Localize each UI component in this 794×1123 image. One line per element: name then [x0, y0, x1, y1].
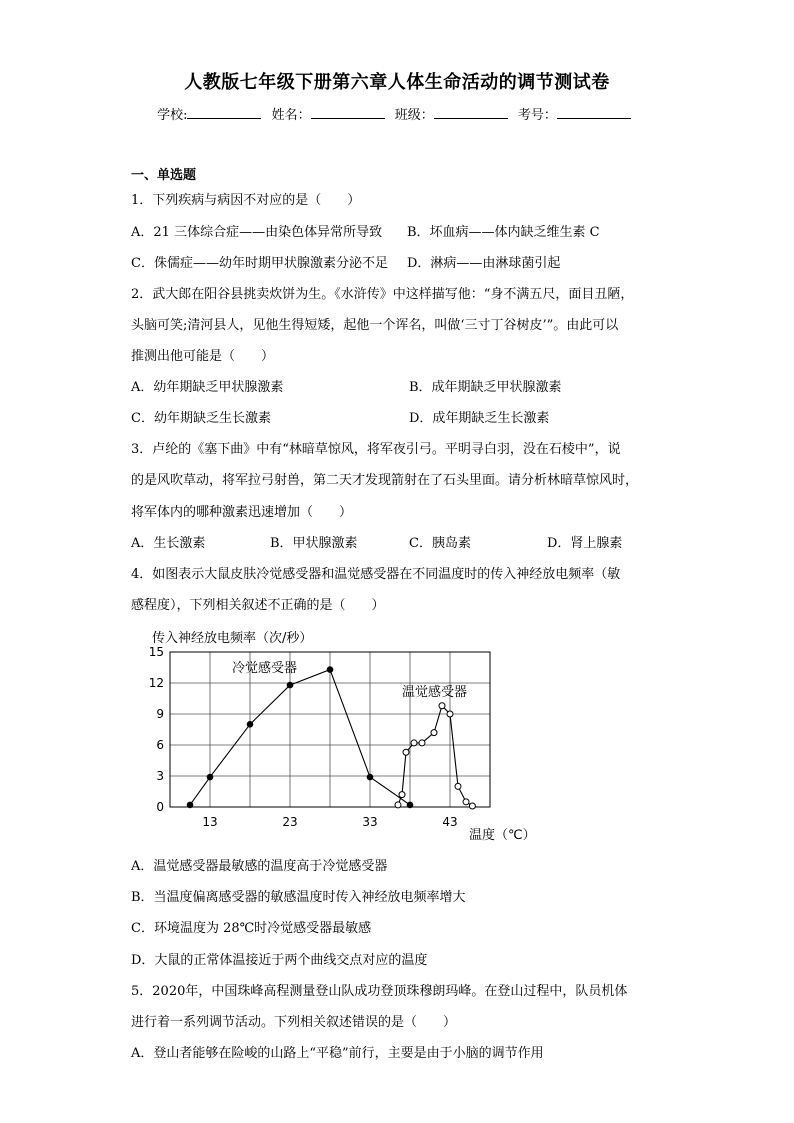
y-tick-label: 9: [156, 707, 164, 721]
warm-receptor-point: [431, 730, 437, 736]
chart-y-ticks: [149, 645, 164, 814]
q4-option-a: A．温觉感受器最敏感的温度高于冷觉感受器: [131, 859, 388, 874]
q1-option-c: C．侏儒症——幼年时期甲状腺激素分泌不足: [131, 256, 388, 271]
warm-receptor-point: [419, 740, 425, 746]
chart-x-axis-label: 温度（℃）: [469, 828, 536, 843]
section-heading: 一、单选题: [131, 168, 197, 183]
q2-line-3: 推测出他可能是（ ）: [131, 349, 275, 364]
q4-line-1: 4．如图表示大鼠皮肤冷觉感受器和温觉感受器在不同温度时的传入神经放电频率（敏: [131, 567, 621, 582]
q1-option-a: A．21 三体综合症——由染色体异常所导致: [131, 225, 383, 240]
q4-option-d: D．大鼠的正常体温接近于两个曲线交点对应的温度: [131, 953, 428, 968]
chart-x-ticks: [202, 815, 457, 829]
cold-receptor-point: [327, 666, 334, 673]
q5-option-a: A．登山者能够在险峻的山路上“平稳”前行，主要是由于小脑的调节作用: [131, 1046, 544, 1061]
q2-line-2: 头脑可笑;清河县人，见他生得短矮，起他一个诨名，叫做‘三寸丁谷树皮’”。由此可以: [131, 318, 619, 333]
warm-receptor-point: [399, 792, 405, 798]
x-tick-label: 43: [442, 815, 458, 829]
school-label: 学校:: [157, 108, 188, 123]
class-label: 班级：: [394, 108, 434, 123]
q3-option-c: C．胰岛素: [409, 536, 471, 551]
paper-title: 人教版七年级下册第六章人体生命活动的调节测试卷: [184, 72, 610, 93]
warm-receptor-point: [447, 711, 453, 717]
name-label: 姓名：: [271, 108, 311, 123]
chart-grid: [170, 652, 490, 807]
chart-y-axis-label: 传入神经放电频率（次/秒）: [152, 631, 313, 646]
y-tick-label: 3: [156, 769, 164, 783]
q5-line-2: 进行着一系列调节活动。下列相关叙述错误的是（ ）: [131, 1015, 457, 1030]
cold-receptor-point: [207, 774, 214, 781]
q1-option-d: D．淋病——由淋球菌引起: [407, 256, 561, 271]
q3-line-3: 将军体内的哪种激素迅速增加（ ）: [131, 505, 353, 520]
q4-option-b: B．当温度偏离感受器的敏感温度时传入神经放电频率增大: [131, 890, 466, 905]
q1-stem: 1．下列疾病与病因不对应的是（ ）: [131, 193, 361, 208]
q3-option-a: A．生长激素: [131, 536, 206, 551]
x-tick-label: 13: [202, 815, 218, 829]
school-blank[interactable]: [187, 106, 261, 119]
q2-option-a: A．幼年期缺乏甲状腺激素: [131, 380, 284, 395]
cold-receptor-point: [187, 802, 194, 809]
q3-option-d: D．肾上腺素: [547, 536, 623, 551]
q2-option-d: D．成年期缺乏生长激素: [409, 411, 550, 426]
class-blank[interactable]: [434, 106, 508, 119]
q2-option-c: C．幼年期缺乏生长激素: [131, 411, 271, 426]
x-tick-label: 33: [362, 815, 378, 829]
warm-receptor-point: [395, 802, 401, 808]
q1-option-b: B．坏血病——体内缺乏维生素 C: [407, 225, 600, 240]
name-blank[interactable]: [311, 106, 385, 119]
cold-receptor-point: [287, 682, 294, 689]
q2-option-b: B．成年期缺乏甲状腺激素: [409, 380, 562, 395]
y-tick-label: 6: [156, 738, 164, 752]
id-blank[interactable]: [557, 106, 631, 119]
x-tick-label: 23: [282, 815, 298, 829]
warm-receptor-point: [403, 749, 409, 755]
y-tick-label: 0: [156, 800, 164, 814]
warm-receptor-point: [455, 783, 461, 789]
warm-receptor-line: [398, 706, 472, 806]
warm-receptor-label: 温觉感受器: [402, 685, 468, 700]
cold-receptor-point: [407, 802, 414, 809]
y-tick-label: 15: [148, 645, 164, 659]
cold-receptor-point: [367, 774, 374, 781]
warm-receptor-point: [463, 799, 469, 805]
q3-line-1: 3．卢纶的《塞下曲》中有“林暗草惊风，将军夜引弓。平明寻白羽，没在石棱中”，说: [131, 442, 621, 457]
student-info-line: [0, 104, 794, 123]
warm-receptor-point: [411, 740, 417, 746]
warm-receptor-point: [439, 703, 445, 709]
cold-receptor-line: [190, 670, 410, 805]
warm-receptor-point: [469, 803, 475, 809]
y-tick-label: 12: [148, 676, 164, 690]
q3-line-2: 的是风吹草动，将军拉弓射兽，第二天才发现箭射在了石头里面。请分析林暗草惊风时，: [131, 473, 639, 488]
q5-line-1: 5．2020年，中国珠峰高程测量登山队成功登顶珠穆朗玛峰。在登山过程中，队员机体: [131, 984, 628, 999]
q4-line-2: 感程度），下列相关叙述不正确的是（ ）: [131, 598, 385, 613]
id-label: 考号：: [517, 108, 557, 123]
q3-option-b: B．甲状腺激素: [270, 536, 358, 551]
q2-line-1: 2．武大郎在阳谷县挑卖炊饼为生。《水浒传》中这样描写他：“身不满五尺，面目丑陋，: [131, 287, 634, 302]
receptor-frequency-chart: [120, 622, 560, 850]
cold-receptor-label: 冷觉感受器: [232, 661, 298, 676]
q4-option-c: C．环境温度为 28℃时冷觉感受器最敏感: [131, 921, 372, 936]
cold-receptor-point: [247, 721, 254, 728]
